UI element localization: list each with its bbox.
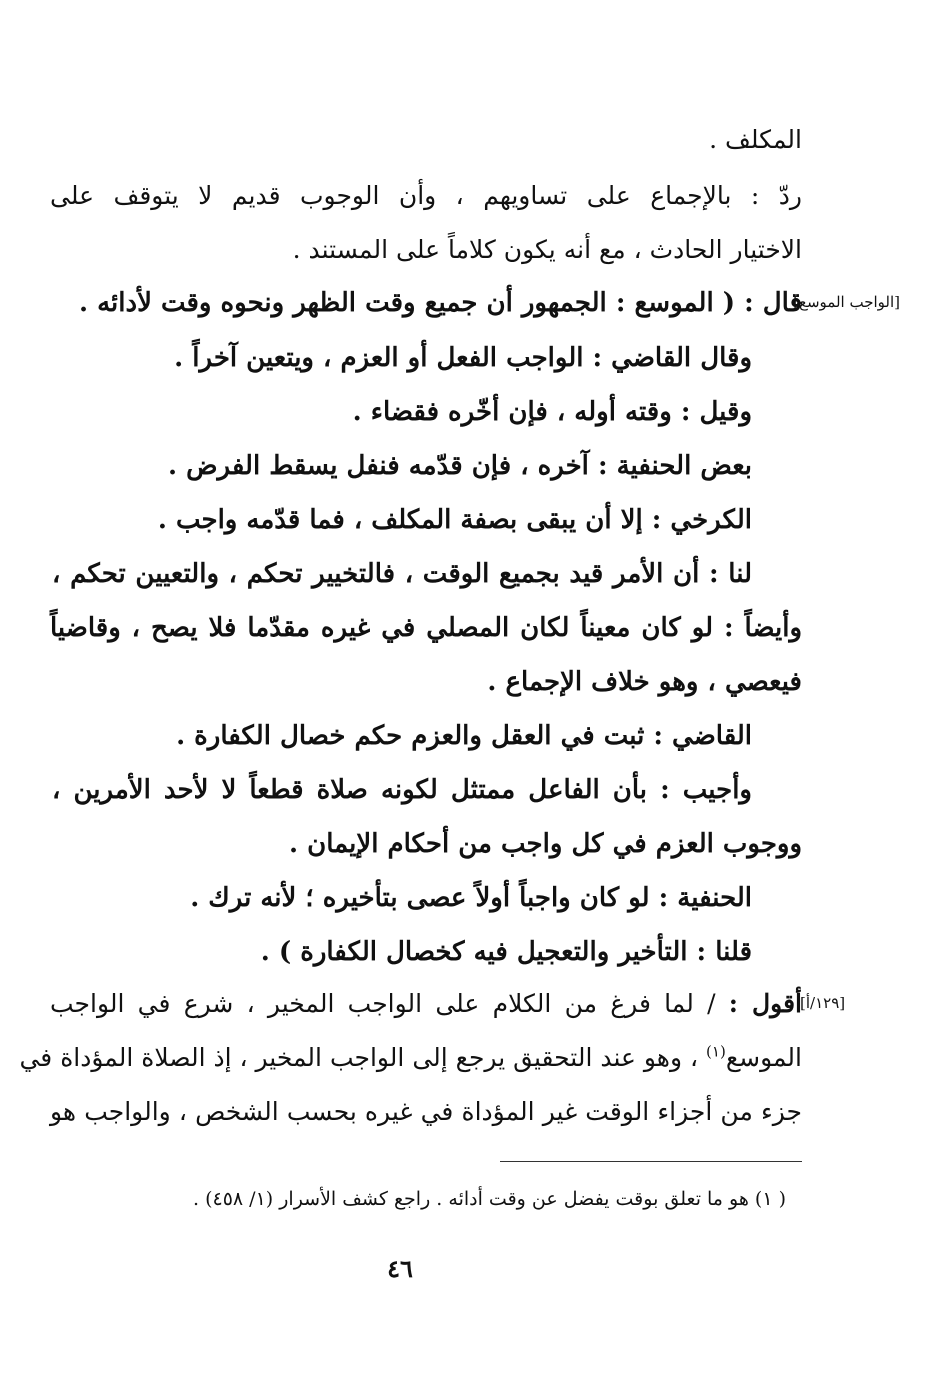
footnote-divider [500,1161,802,1162]
commentary-text: / لما فرغ من الكلام على الواجب المخير ، شرع في الواجب [50,989,729,1018]
margin-folio: [١٢٩/أ] [800,994,846,1012]
text-line-bold: وقال القاضي : الواجب الفعل أو العزم ، ويتعين آخراً . [174,343,752,373]
text-line-bold: وأجيب : بأن الفاعل ممتثل لكونه صلاة قطعاً لا لأحد الأمرين ، [52,775,752,805]
text-line-bold: الحنفية : لو كان واجباً أولاً عصى بتأخيره ؛ لأنه ترك . [190,883,752,913]
text-line-bold: قلنا : التأخير والتعجيل فيه كخصال الكفارة ) . [260,937,752,967]
text-line-bold: لنا : أن الأمر قيد بجميع الوقت ، فالتخيير تحكم ، والتعيين تحكم ، [52,559,752,589]
footnote-reference: (١) [706,1042,726,1061]
text-line-bold: الكرخي : إلا أن يبقى بصفة المكلف ، فما قدّمه واجب . [157,505,752,535]
page-number: ٤٦ [387,1254,413,1283]
text-line-bold: بعض الحنفية : آخره ، فإن قدّمه فنفل يسقط الفرض . [167,451,752,481]
commentary-text: الموسع [725,1043,802,1072]
commentary-lead: أقول : [728,989,802,1018]
margin-section-title: [الواجب الموسع] [793,293,900,311]
text-line: المكلف . [709,125,802,154]
footnote: ( ١) هو ما تعلق بوقت يفضل عن وقت أدائه . راجع كشف الأسرار (١/ ٤٥٨) . [192,1188,786,1210]
text-line-bold: فيعصي ، وهو خلاف الإجماع . [487,667,802,697]
text-line-bold: وقيل : وقته أوله ، فإن أخّره فقضاء . [352,397,752,427]
commentary-line [50,984,802,1024]
text-line: الاختيار الحادث ، مع أنه يكون كلاماً على المستند . [292,235,802,264]
text-line-bold: قال : ( الموسع : الجمهور أن جميع وقت الظهر ونحوه وقت لأدائه . [79,288,802,318]
text-line: ردّ : بالإجماع على تساويهم ، وأن الوجوب قديم لا يتوقف على [50,181,802,210]
commentary-line: جزء من أجزاء الوقت غير المؤداة في غيره بحسب الشخص ، والواجب هو [50,1097,802,1126]
commentary-line [19,1038,802,1078]
text-line-bold: ووجوب العزم في كل واجب من أحكام الإيمان . [289,829,802,859]
text-line-bold: القاضي : ثبت في العقل والعزم حكم خصال الكفارة . [176,721,752,751]
text-line-bold: وأيضاً : لو كان معيناً لكان المصلي في غيره مقدّما فلا يصح ، وقاضياً [50,613,802,643]
commentary-text: ، وهو عند التحقيق يرجع إلى الواجب المخير ، إذ الصلاة المؤداة في [19,1043,707,1072]
